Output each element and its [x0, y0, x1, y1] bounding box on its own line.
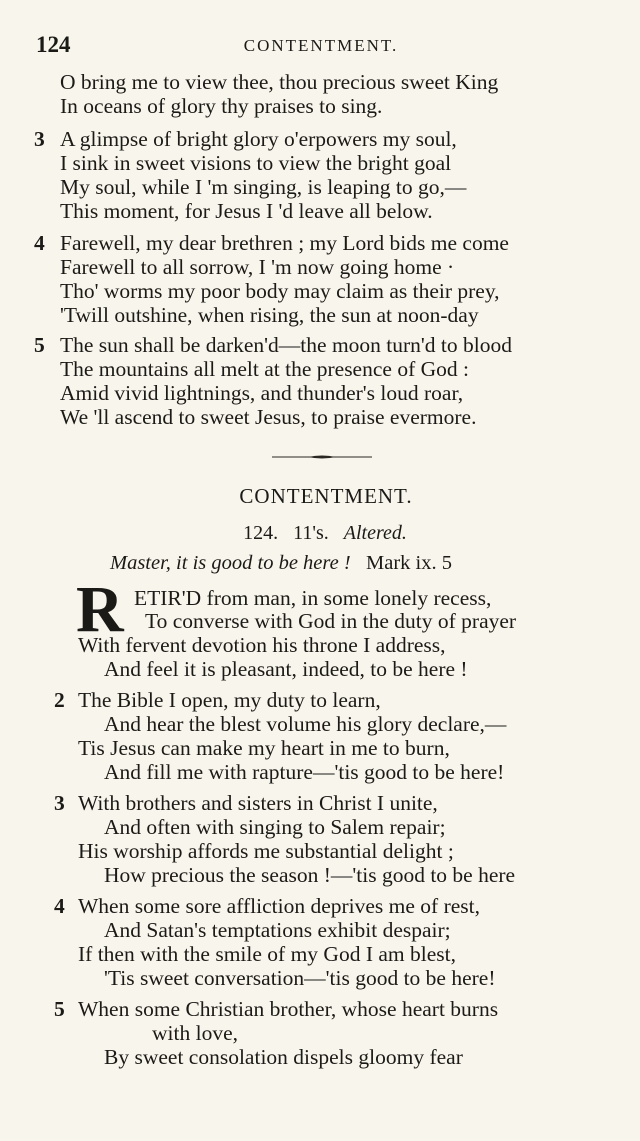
hymn-note: Altered.: [343, 522, 407, 544]
verse-line: 'Twill outshine, when rising, the sun at noon-day: [60, 303, 479, 327]
hymn-title: CONTENTMENT.: [239, 484, 413, 508]
epigraph: [110, 552, 452, 575]
verse-line: Tho' worms my poor body may claim as their prey,: [60, 279, 500, 303]
verse-line: Farewell, my dear brethren ; my Lord bids me come: [60, 231, 509, 255]
verse-number: 2: [54, 688, 65, 712]
running-head: CONTENTMENT.: [243, 36, 399, 55]
verse-line: The Bible I open, my duty to learn,: [78, 688, 381, 712]
verse-line: with love,: [152, 1021, 238, 1045]
verse-line: My soul, while I 'm singing, is leaping to go,—: [60, 175, 467, 199]
hymn-meter: 11's.: [293, 522, 329, 544]
verse-line: When some Christian brother, whose heart burns: [78, 997, 499, 1021]
verse-number: 3: [34, 127, 45, 151]
verse-line: Amid vivid lightnings, and thunder's loud roar,: [60, 381, 464, 405]
verse-line: To converse with God in the duty of prayer: [145, 609, 517, 633]
verse-line: I sink in sweet visions to view the bright goal: [60, 151, 452, 175]
epigraph-text: Master, it is good to be here !: [110, 552, 351, 574]
verse-line: Tis Jesus can make my heart in me to burn,: [78, 736, 450, 760]
verse-line: And fill me with rapture—'tis good to be here!: [104, 760, 505, 784]
verse-number: 4: [34, 231, 45, 255]
verse-line: With brothers and sisters in Christ I unite,: [78, 791, 438, 815]
verse-line: In oceans of glory thy praises to sing.: [60, 94, 383, 118]
verse-number: 5: [54, 997, 65, 1021]
verse-line: And feel it is pleasant, indeed, to be here !: [104, 657, 468, 681]
section-divider: [272, 454, 372, 460]
verse-line: And hear the blest volume his glory declare,—: [104, 712, 507, 736]
verse-line: O bring me to view thee, thou precious sweet King: [60, 70, 499, 94]
hymn-number: 124.: [243, 522, 279, 544]
verse-line: The sun shall be darken'd—the moon turn'd to blood: [60, 333, 513, 357]
verse-line: With fervent devotion his throne I address,: [78, 633, 446, 657]
verse-line: We 'll ascend to sweet Jesus, to praise evermore.: [60, 405, 477, 429]
verse-number: 3: [54, 791, 65, 815]
verse-line: When some sore affliction deprives me of rest,: [78, 894, 481, 918]
verse-line: 'Tis sweet conversation—'tis good to be here!: [104, 966, 496, 990]
verse-line: The mountains all melt at the presence of God :: [60, 357, 469, 381]
verse-line: If then with the smile of my God I am blest,: [78, 942, 456, 966]
drop-cap: R: [76, 573, 124, 646]
verse-line: And often with singing to Salem repair;: [104, 815, 446, 839]
page-header: [36, 32, 606, 58]
verse-line: How precious the season !—'tis good to be here: [104, 863, 516, 887]
verse-line: And Satan's temptations exhibit despair;: [104, 918, 451, 942]
verse-line: By sweet consolation dispels gloomy fear: [104, 1045, 463, 1069]
verse-line: A glimpse of bright glory o'erpowers my soul,: [60, 127, 457, 151]
verse-line: Farewell to all sorrow, I 'm now going home ·: [60, 255, 455, 279]
verse-line: His worship affords me substantial delight ;: [78, 839, 454, 863]
page-number: 124: [36, 32, 71, 57]
verse-line: ETIR'D from man, in some lonely recess,: [134, 586, 492, 610]
verse-number: 4: [54, 894, 65, 918]
hymn-meta: [0, 522, 640, 545]
verse-number: 5: [34, 333, 45, 357]
scripture-reference: Mark ix. 5: [366, 552, 453, 574]
verse-line: This moment, for Jesus I 'd leave all below.: [60, 199, 433, 223]
